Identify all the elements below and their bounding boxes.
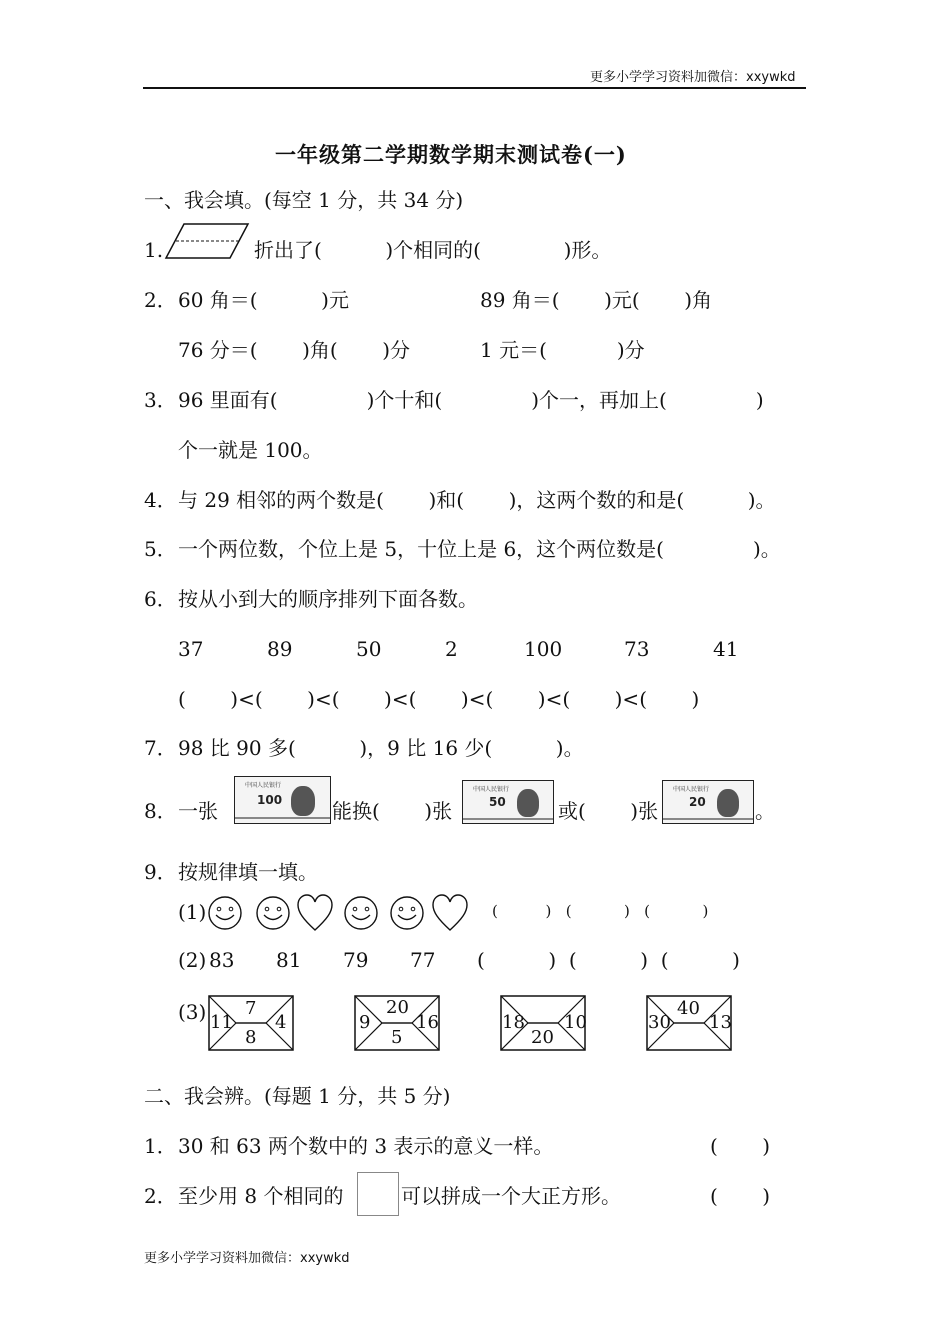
q6-text: 按从小到大的顺序排列下面各数。 <box>178 587 478 611</box>
q8-t2: 能换( )张 <box>332 799 453 823</box>
heart-icon <box>433 895 467 930</box>
q6-num: 100 <box>524 637 563 661</box>
pattern-shapes <box>205 893 475 933</box>
q9-p2-label: (2) <box>178 948 207 972</box>
q9-p1-label: (1) <box>178 900 207 924</box>
q9-p1-blanks: ( ) ( ) ( ) <box>492 902 709 920</box>
envelope-bottom: 20 <box>531 1027 554 1048</box>
page-title: 一年级第二学期数学期末测试卷(一) <box>275 142 627 167</box>
envelope-left: 9 <box>359 1012 371 1033</box>
q9-p2-num: 79 <box>343 948 369 972</box>
q5-number: 5． <box>144 537 177 561</box>
q2-number: 2． <box>144 288 177 312</box>
envelope-left: 11 <box>210 1012 233 1033</box>
square-shape-icon <box>357 1172 399 1216</box>
envelope-diagram <box>500 995 586 1051</box>
q7-number: 7． <box>144 736 177 760</box>
bill-denomination: 50 <box>489 795 506 809</box>
header-rule <box>143 87 806 89</box>
q8-number: 8． <box>144 799 177 823</box>
q3-number: 3． <box>144 388 177 412</box>
envelope-bottom: 5 <box>391 1027 403 1048</box>
section2-heading: 二、我会辨。(每题 1 分，共 5 分) <box>144 1084 451 1108</box>
q2-d: 1 元＝( )分 <box>480 338 645 362</box>
q1-text: 折出了( )个相同的( )形。 <box>254 238 612 262</box>
envelope-bottom: 8 <box>245 1027 257 1048</box>
envelope-diagram <box>646 995 732 1051</box>
q6-order-line: ( )<( )<( )<( )<( )<( )<( ) <box>178 687 700 711</box>
footer-note: 更多小学学习资料加微信：xxywkd <box>144 1251 350 1266</box>
q6-num: 73 <box>624 637 650 661</box>
banknote-50-icon: 中国人民银行 50 <box>462 780 554 824</box>
envelope-right: 13 <box>709 1012 732 1033</box>
q9-number: 9． <box>144 860 177 884</box>
q2-c: 76 分＝( )角( )分 <box>178 338 411 362</box>
s2-q2-t1: 至少用 8 个相同的 <box>178 1184 344 1208</box>
q1-number: 1. <box>144 238 164 262</box>
q3-line1: 96 里面有( )个十和( )个一，再加上( ) <box>178 388 764 412</box>
envelope-top: 20 <box>386 997 409 1018</box>
envelope-right: 16 <box>416 1012 439 1033</box>
q6-num: 2 <box>445 637 458 661</box>
section1-heading: 一、我会填。(每空 1 分，共 34 分) <box>144 188 464 212</box>
s2-q1-text: 30 和 63 两个数中的 3 表示的意义一样。 <box>178 1134 554 1158</box>
envelope-left: 30 <box>648 1012 671 1033</box>
s2-q2-blank: ( ) <box>710 1184 771 1208</box>
q6-num: 50 <box>356 637 382 661</box>
s2-q2-number: 2． <box>144 1184 177 1208</box>
q9-p2-num: 83 <box>209 948 235 972</box>
bill-denomination: 100 <box>257 793 283 807</box>
envelope-right: 10 <box>564 1012 587 1033</box>
smiley-icon <box>209 897 241 929</box>
q9-p2-num: 81 <box>276 948 302 972</box>
q6-number: 6． <box>144 587 177 611</box>
header-note: 更多小学学习资料加微信：xxywkd <box>590 70 796 85</box>
envelope-top: 40 <box>677 998 700 1019</box>
s2-q1-number: 1． <box>144 1134 177 1158</box>
bill-denomination: 20 <box>689 795 706 809</box>
envelope-diagram <box>354 995 440 1051</box>
banknote-100-icon: 中国人民银行 100 <box>234 776 331 824</box>
envelope-top: 7 <box>245 998 257 1019</box>
envelope-left: 18 <box>502 1012 525 1033</box>
q4-text: 与 29 相邻的两个数是( )和( )，这两个数的和是( )。 <box>178 488 776 512</box>
heart-icon <box>298 895 332 930</box>
q4-number: 4． <box>144 488 177 512</box>
q9-p2-num: 77 <box>410 948 436 972</box>
banknote-20-icon: 中国人民银行 20 <box>662 780 754 824</box>
q9-p3-label: (3) <box>178 1000 207 1024</box>
q8-t1: 一张 <box>178 799 218 823</box>
parallelogram-icon <box>164 222 250 260</box>
q2-b: 89 角＝( )元( )角 <box>480 288 713 312</box>
q2-a: 60 角＝( )元 <box>178 288 349 312</box>
smiley-icon <box>391 897 423 929</box>
smiley-icon <box>257 897 289 929</box>
q6-num: 37 <box>178 637 204 661</box>
q6-num: 89 <box>267 637 293 661</box>
q5-text: 一个两位数，个位上是 5，十位上是 6，这个两位数是( )。 <box>178 537 781 561</box>
q3-line2: 个一就是 100。 <box>178 438 323 462</box>
smiley-icon <box>345 897 377 929</box>
envelope-right: 4 <box>275 1012 287 1033</box>
q9-text: 按规律填一填。 <box>178 860 318 884</box>
q6-num: 41 <box>713 637 739 661</box>
s2-q1-blank: ( ) <box>710 1134 771 1158</box>
q9-p2-blanks: ( ) ( ) ( ) <box>477 948 740 972</box>
q8-t4: 。 <box>755 799 775 823</box>
envelope-diagram <box>208 995 294 1051</box>
s2-q2-t2: 可以拼成一个大正方形。 <box>401 1184 621 1208</box>
q7-text: 98 比 90 多( )，9 比 16 少( )。 <box>178 736 584 760</box>
q8-t3: 或( )张 <box>558 799 659 823</box>
